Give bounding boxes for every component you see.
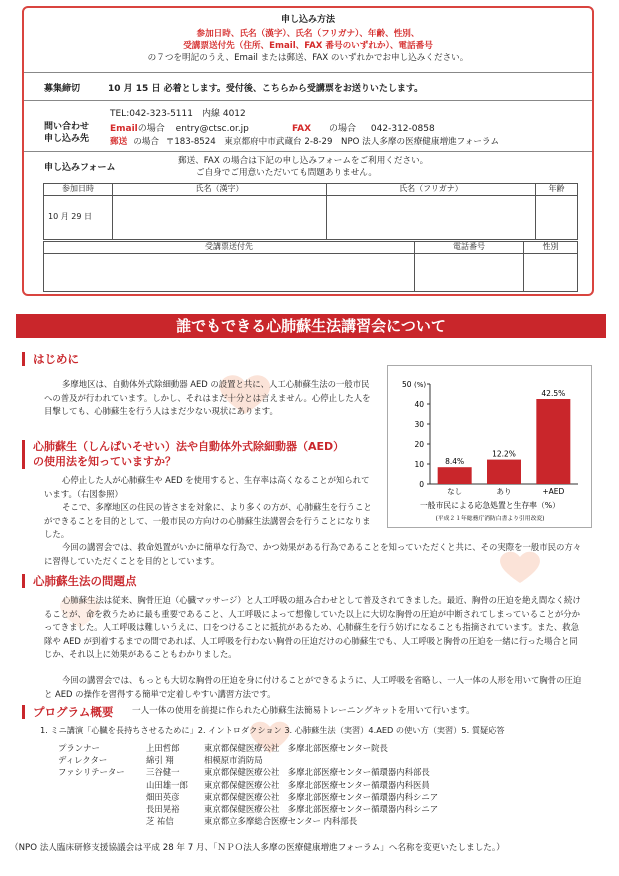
fax-number: 042-312-0858 [370,124,435,134]
staff-org: 東京都立多摩総合医療センター 内科部長 [204,816,358,827]
y-tick-label: 30 [414,420,424,429]
staff-name: 長田晃裕 [146,804,180,815]
cpr-heading [22,440,344,469]
divider [24,151,592,152]
staff-role: ファシリテーター [58,767,125,778]
post-label: 郵送 [110,137,128,147]
header-name-kanji: 氏名（漢字） [113,184,327,196]
form-note-1: 郵送、FAX の場合は下記の申し込みフォームをご利用ください。 [178,156,429,166]
divider [24,100,592,101]
contact-fax-row [292,123,435,135]
name-kanji-field[interactable] [113,196,327,240]
application-form-table-1 [43,183,578,240]
staff-org: 東京都保健医療公社 多摩北部医療センター循環器内科シニア [204,791,439,802]
email-address[interactable]: entry@ctsc.or.jp [175,124,249,134]
program-heading: プログラム概要 [22,705,113,719]
bar-0 [438,467,472,484]
age-field[interactable] [536,196,578,240]
staff-role: プランナー [58,743,100,753]
address-field[interactable] [44,254,415,292]
form-label: 申し込みフォーム [44,163,116,173]
bar-1 [487,460,521,484]
deadline-label: 募集締切 [44,84,81,94]
email-suffix: の場合 [137,124,165,134]
intro-heading: はじめに [22,352,79,366]
staff-org: 相模原市消防局 [204,755,263,766]
section-banner: 誰でもできる心肺蘇生法講習会について [16,314,606,338]
bar-value-label: 12.2% [492,449,516,459]
name-kana-field[interactable] [327,196,536,240]
x-tick-label: あり [496,487,512,496]
apply-line-1: 参加日時、氏名（漢字）、氏名（フリガナ）、年齢、性別、 [196,29,420,39]
y-tick-label: 40 [414,400,424,409]
cpr-heading-line-2: の使用法を知っていますか？ [33,454,176,468]
staff-org: 東京都保健医療公社 多摩北部医療センター院長 [204,743,388,753]
form-note-2: ご自身でご用意いただいても問題ありません。 [196,168,377,178]
y-tick-label: 10 [414,460,424,469]
bar-2 [536,399,570,484]
staff-name: 畑田英彦 [146,791,180,802]
intro-text: 多摩地区は、自動体外式除細動器 AED の設置と共に、人工心肺蘇生法の一般市民への普及が行われています。しかし、それはまだ十分とは言えません。心停止した人を目撃しても、心肺蘇生を行う人はまだ少ない現状にあります。 [44,379,371,417]
problems-para-2: 今回の講習会では、もっとも大切な胸骨の圧迫を身に付けることができるように、人工呼吸を省略し、一人一体の人形を用いて胸骨の圧迫と AED の操作を習得する簡単で定着しやすい講習方法です。 [44,675,582,699]
y-tick-label: 50 [402,380,412,389]
staff-row [58,815,438,827]
staff-row [58,803,438,815]
application-box [22,6,594,296]
phone-field[interactable] [415,254,524,292]
post-suffix: の場合 [133,137,159,147]
apply-instructions [24,29,592,65]
apply-line-2: 受講票送付先（住所、Email、FAX 番号のいずれか）、電話番号 [183,41,433,51]
contact-email-row [110,123,249,135]
cpr-heading-line-1: 心肺蘇生（しんぱいそせい）法や自動体外式除細動器（AED） [33,440,345,453]
staff-org: 東京都保健医療公社 多摩北部医療センター循環器内科医員 [204,779,430,790]
survival-chart-svg [388,366,593,529]
y-axis-unit: (%) [414,381,427,389]
staff-name: 芝 祐信 [146,816,174,827]
staff-role: ディレクター [58,755,108,766]
program-items: 1. ミニ講演「心臓を長持ちさせるために」2. イントロダクション 3. 心肺蘇生法（実習）4.AED の使い方（実習）5. 質疑応答 [40,725,505,735]
staff-row [58,754,438,766]
staff-row [58,742,438,754]
apply-line-3: の７つを明記のうえ、Email または郵送、FAX のいずれかでお申し込みください。 [147,53,469,63]
footer-note: （NPO 法人臨床研修支援協議会は平成 28 年 7 月、「ＮＰＯ法人多摩の医療健康増進フォーラム」へ名称を変更いたしました。） [10,843,505,853]
application-form-table-2 [43,241,578,292]
problems-para-1: 心肺蘇生法は従来、胸骨圧迫（心臓マッサージ）と人工呼吸の組み合わせとして普及されてきました。最近、胸骨の圧迫を絶え間なく続けることが、命を救うために最も重要であること、人工呼吸によって想像していた以上に大切な胸骨の圧迫が中断されてしまっていることが分かってきました。人工呼吸は難しいうえに、口をつけることに抵抗があるため、心肺蘇生を行う妨げになることも指摘されています。また、救急隊や AED が到着するまでの間であれば、人工呼吸を行わない胸骨の圧迫だけの心肺蘇生でも、人工呼吸と胸骨の圧迫を一緒に行った場合と同じか、それ以上に効果があることもわかりました。 [44,595,581,660]
header-sex: 性別 [524,242,578,254]
fax-label: FAX [292,124,312,134]
divider [24,72,592,73]
contact-tel: TEL:042-323-5111 内線 4012 [110,109,246,119]
header-phone: 電話番号 [415,242,524,254]
staff-name: 綿引 翔 [146,755,174,766]
post-address: 〒183-8524 東京都府中市武蔵台 2-8-29 NPO 法人多摩の医療健康増進フォーラム [165,137,500,147]
x-tick-label: +AED [542,487,565,496]
form-note [178,155,428,179]
staff-row [58,791,438,803]
staff-name: 三谷健一 [146,767,180,778]
contact-post-row [110,137,499,149]
staff-org: 東京都保健医療公社 多摩北部医療センター循環器内科シニア [204,804,439,815]
date-value: 10 月 29 日 [44,196,113,240]
header-name-kana: 氏名（フリガナ） [327,184,536,196]
staff-row [58,779,438,791]
sex-field[interactable] [524,254,578,292]
header-date: 参加日時 [44,184,113,196]
cpr-para-1: 心停止した人が心肺蘇生や AED を使用すると、生存率は高くなることが知られています。（右図参照） [44,475,370,499]
problems-heading: 心肺蘇生法の問題点 [22,574,137,588]
header-age: 年齢 [536,184,578,196]
staff-row [58,766,438,778]
cpr-para-3: 今回の講習会では、救命処置がいかに簡単な行為で、かつ効果がある行為であることを知っていただくと共に、その実際を一般市民の方々に習得していただくことを目的としています。 [44,542,582,566]
bar-value-label: 8.4% [445,457,465,467]
y-tick-label: 0 [419,480,424,489]
bar-value-label: 42.5% [541,389,566,398]
survival-chart [387,365,592,528]
chart-source: (平成２１年総務庁消防白書より引用改変) [435,516,545,522]
x-tick-label: なし [447,487,463,496]
staff-name: 上田哲郎 [146,743,180,753]
cpr-para-2: そこで、多摩地区の住民の皆さまを対象に、より多くの方が、心肺蘇生を行うことができることを目的として、一般市民の方向けの心肺蘇生法講習会を行うことになりました。 [44,502,372,540]
staff-list [58,742,438,827]
contact-label-2: 申し込み先 [44,134,90,144]
program-description: 一人一体の使用を前提に作られた心肺蘇生法簡易トレーニングキットを用いて行います。 [132,706,475,716]
chart-xlabel: 一般市民による応急処置と生存率（%） [420,501,560,510]
y-tick-label: 20 [414,440,424,449]
contact-label-1: 問い合わせ [44,122,90,132]
contact-label [44,121,89,145]
fax-suffix: の場合 [329,124,357,134]
apply-title: 申し込み方法 [280,15,335,25]
staff-org: 東京都保健医療公社 多摩北部医療センター循環器内科部長 [204,767,430,778]
staff-name: 山田雄一郎 [146,779,188,790]
email-label: Email [110,124,138,134]
header-address: 受講票送付先 [44,242,415,254]
deadline-text: 10 月 15 日 必着とします。受付後、こちらから受講票をお送りいたします。 [108,84,424,94]
